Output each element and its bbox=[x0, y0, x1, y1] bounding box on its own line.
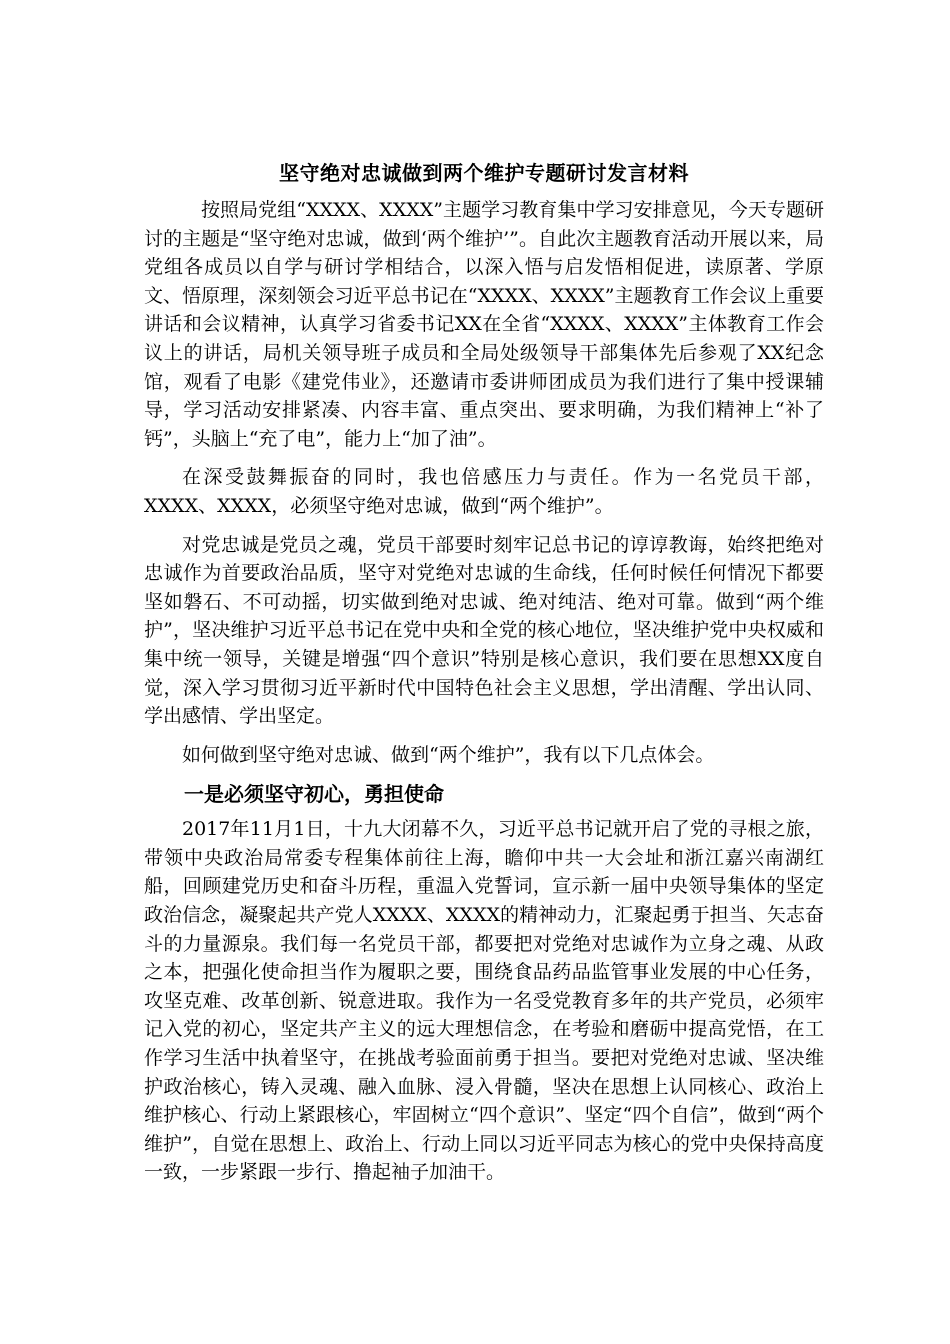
transition-paragraph: 如何做到坚守绝对忠诚、做到“两个维护”，我有以下几点体会。 bbox=[182, 743, 715, 766]
document-title: 坚守绝对忠诚做到两个维护专题研讨发言材料 bbox=[279, 161, 689, 185]
document-body bbox=[144, 158, 824, 1197]
loyalty-paragraph: 对党忠诚是党员之魂，党员干部要时刻牢记总书记的谆谆教诲，始终把绝对忠诚作为首要政治品质，坚守对党绝对忠诚的生命线，任何时候任何情况下都要坚如磐石、不可动摇，切实做到绝对忠诚、绝对纯洁、绝对可靠。做到“两个维护”，坚决维护习近平总书记在党中央和全党的核心地位，坚决维护党中央权威和集中统一领导，关键是增强“四个意识”特别是核心意识，我们要在思想XX度自觉，深入学习贯彻习近平新时代中国特色社会主义思想，学出清醒、学出认同、学出感情、学出坚定。 bbox=[144, 533, 824, 728]
section-heading: 一是必须坚守初心，勇担使命 bbox=[184, 782, 444, 807]
responsibility-paragraph: 在深受鼓舞振奋的同时，我也倍感压力与责任。作为一名党员干部，XXXX、XXXX，必须坚守绝对忠诚，做到“两个维护”。 bbox=[144, 466, 824, 517]
section-paragraph: 2017年11月1日，十九大闭幕不久，习近平总书记就开启了党的寻根之旅，带领中央政治局常委专程集体前往上海，瞻仰中共一大会址和浙江嘉兴南湖红船，回顾建党历史和奋斗历程，重温入党誓词，宣示新一届中央领导集体的坚定政治信念，凝聚起共产党人XXXX、XXXX的精神动力，汇聚起勇于担当、矢志奋斗的力量源泉。我们每一名党员干部，都要把对党绝对忠诚作为立身之魂、从政之本，把强化使命担当作为履职之要，围绕食品药品监管事业发展的中心任务，攻坚克难、改革创新、锐意进取。我作为一名受党教育多年的共产党员，必须牢记入党的初心，坚定共产主义的远大理想信念，在考验和磨砺中提高党悟，在工作学习生活中执着坚守，在挑战考验面前勇于担当。要把对党绝对忠诚、坚决维护政治核心，铸入灵魂、融入血脉、浸入骨髓，坚决在思想上认同核心、政治上维护核心、行动上紧跟核心，牢固树立“四个意识”、坚定“四个自信”，做到“两个维护”，自觉在思想上、政治上、行动上同以习近平同志为核心的党中央保持高度一致，一步紧跟一步行、撸起袖子加油干。 bbox=[144, 818, 824, 1184]
intro-paragraph: 按照局党组“XXXX、XXXX”主题学习教育集中学习安排意见，今天专题研讨的主题是“坚守绝对忠诚，做到‘两个维护’”。自此次主题教育活动开展以来，局党组各成员以自学与研讨学相结合，以深入悟与启发悟相促进，读原著、学原文、悟原理，深刻领会习近平总书记在“XXXX、XXXX”主题教育工作会议上重要讲话和会议精神，认真学习省委书记XX在全省“XXXX、XXXX”主体教育工作会议上的讲话，局机关领导班子成员和全局处级领导干部集体先后参观了XX纪念馆，观看了电影《建党伟业》，还邀请市委讲师团成员为我们进行了集中授课辅导，学习活动安排紧凑、内容丰富、重点突出、要求明确，为我们精神上“补了钙”，头脑上“充了电”，能力上“加了油”。 bbox=[144, 199, 824, 450]
